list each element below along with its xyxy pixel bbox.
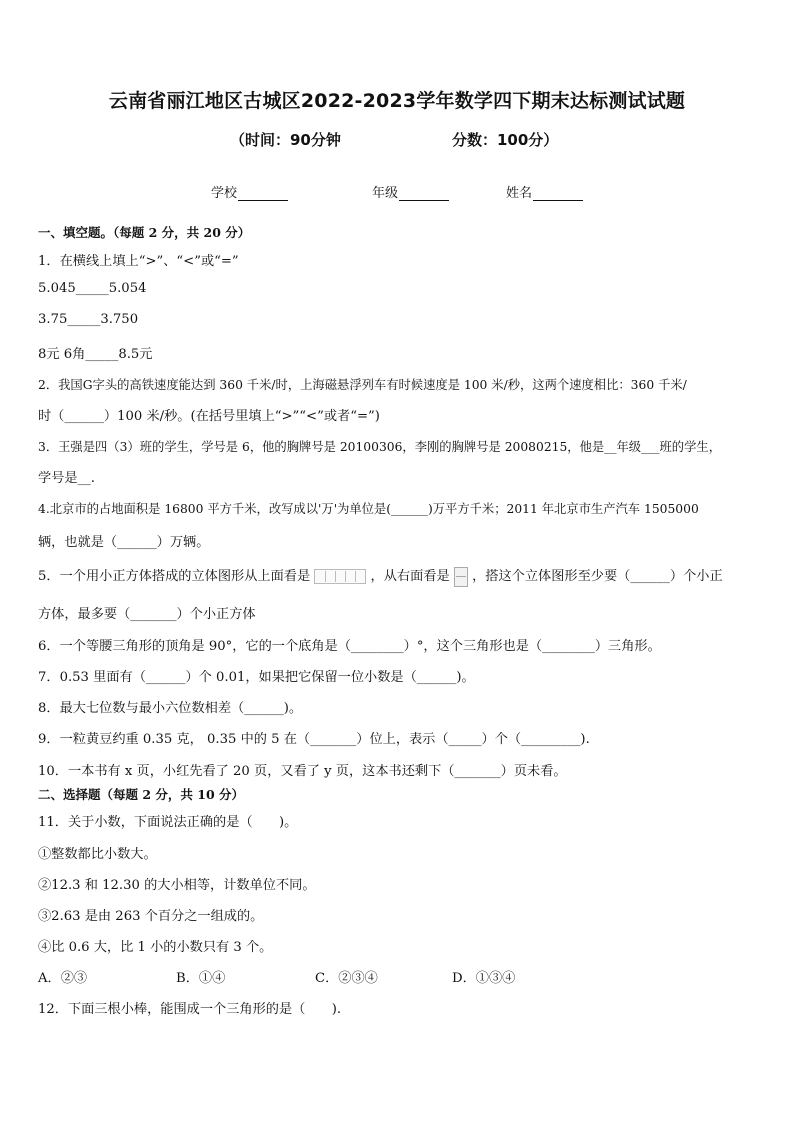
- name-field: [506, 182, 583, 201]
- question-3-line1: 3．王强是四（3）班的学生，学号是 6，他的胸牌号是 20100306，李刚的胸牌号是 20080215，他是__年级___班的学生，: [38, 440, 721, 454]
- grade-field: [372, 182, 449, 201]
- statement-1: ①整数都比小数大。: [38, 847, 157, 862]
- page-title: 云南省丽江地区古城区2022-2023学年数学四下期末达标测试试题: [108, 90, 686, 112]
- option-d: D．①③④: [452, 971, 516, 986]
- name-label: 姓名: [506, 186, 533, 201]
- grade-label: 年级: [372, 186, 399, 201]
- question-3-line2: 学号是__.: [38, 471, 95, 486]
- statement-4: ④比 0.6 大，比 1 小的小数只有 3 个。: [38, 940, 273, 955]
- question-12: 12．下面三根小棒，能围成一个三角形的是（ ).: [38, 1002, 342, 1017]
- option-b: B．①④: [176, 971, 226, 986]
- option-a: A．②③: [38, 971, 88, 986]
- school-field: [211, 182, 288, 201]
- question-8: 8．最大七位数与最小六位数相差（______)。: [38, 701, 303, 716]
- question-11: 11．关于小数，下面说法正确的是（ )。: [38, 815, 298, 830]
- statement-3: ③2.63 是由 263 个百分之一组成的。: [38, 909, 264, 924]
- score-label: 分数：100分）: [452, 131, 559, 149]
- statement-2: ②12.3 和 12.30 的大小相等，计数单位不同。: [38, 878, 316, 893]
- school-label: 学校: [211, 186, 238, 201]
- question-1a: 5.045_____5.054: [38, 281, 147, 296]
- question-4-line2: 辆，也就是（______）万辆。: [38, 535, 210, 550]
- option-c: C．②③④: [315, 971, 378, 986]
- question-5-part1: 5．一个用小正方体搭成的立体图形从上面看是: [38, 569, 311, 584]
- question-2-line2: 时（______）100 米/秒。(在括号里填上“>”“<”或者“=”): [38, 409, 380, 424]
- school-blank: [238, 186, 288, 201]
- question-9: 9．一粒黄豆约重 0.35 克， 0.35 中的 5 在（_______）位上，表示（_____）个（_________).: [38, 732, 590, 747]
- question-2-line1: 2．我国G字头的高铁速度能达到 360 千米/时，上海磁悬浮列车有时候速度是 100 米/秒，这两个速度相比：360 千米/: [38, 378, 687, 392]
- question-5-line2: 方体，最多要（_______）个小正方体: [38, 607, 256, 622]
- question-1: 1．在横线上填上“>”、“<”或“=”: [38, 254, 239, 269]
- question-5-part3: ，搭这个立体图形至少要（______）个小正: [472, 569, 723, 584]
- question-5-part2: ，从右面看是: [370, 569, 450, 584]
- question-1b: 3.75_____3.750: [38, 312, 139, 327]
- question-7: 7．0.53 里面有（______）个 0.01，如果把它保留一位小数是（______)。: [38, 670, 475, 685]
- question-1c: 8元 6角_____8.5元: [38, 347, 153, 362]
- grade-blank: [399, 186, 449, 201]
- question-5-line1: [38, 565, 723, 587]
- time-label: （时间：90分钟: [230, 131, 341, 149]
- section1-heading: 一、填空题。（每题 2 分，共 20 分）: [38, 225, 251, 240]
- question-10: 10．一本书有 x 页，小红先看了 20 页，又看了 y 页，这本书还剩下（_______）页未看。: [38, 764, 567, 779]
- question-4-line1: 4.北京市的占地面积是 16800 平方千米，改写成以'万'为单位是(______)万平方千米；2011 年北京市生产汽车 1505000: [38, 502, 699, 516]
- right-view-figure-icon: [454, 567, 468, 587]
- question-6: 6．一个等腰三角形的顶角是 90°，它的一个底角是（________）°，这个三角形也是（________）三角形。: [38, 639, 661, 654]
- top-view-figure-icon: [314, 569, 366, 584]
- name-blank: [533, 186, 583, 201]
- section2-heading: 二、选择题（每题 2 分，共 10 分）: [38, 787, 245, 802]
